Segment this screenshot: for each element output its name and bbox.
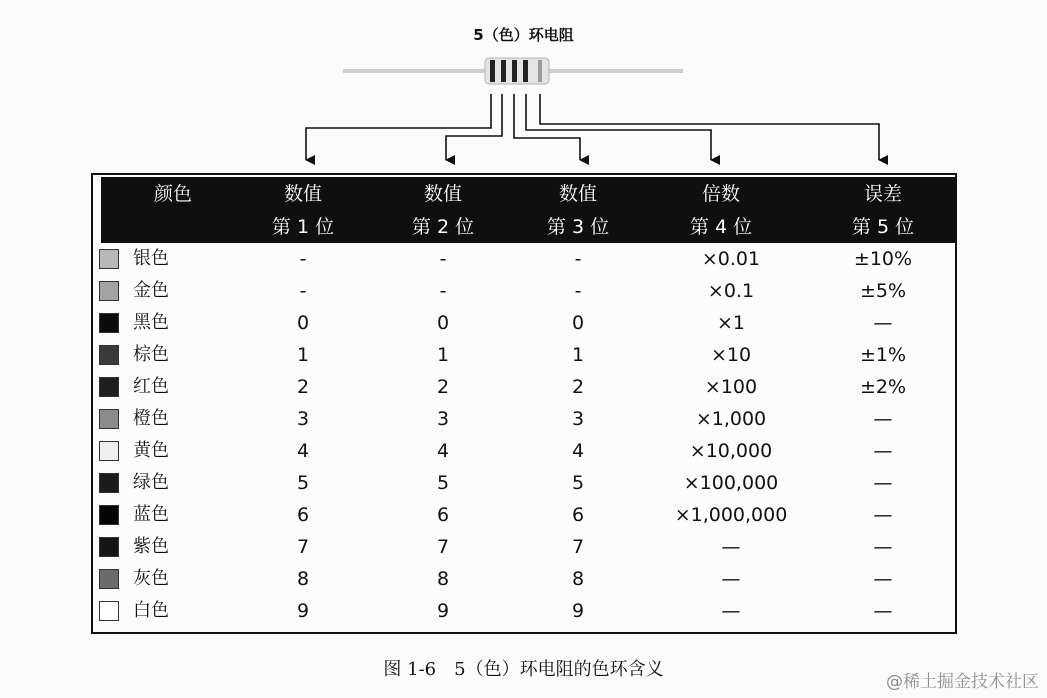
table-row [93, 403, 955, 435]
table-row [93, 371, 955, 403]
table-row [93, 467, 955, 499]
connector-band-4 [526, 94, 711, 160]
table-row [93, 563, 955, 595]
multiplier-value: — [721, 536, 741, 558]
color-code-table [91, 173, 957, 634]
color-name: 橙色 [133, 408, 169, 429]
multiplier-value: ×100 [704, 376, 758, 398]
digit-3-value: 8 [571, 568, 585, 590]
header-digit1-position: 第 1 位 [271, 216, 335, 238]
multiplier-value: ×100,000 [683, 472, 779, 494]
multiplier-value: — [721, 600, 741, 622]
multiplier-value: ×10,000 [689, 440, 773, 462]
digit-1-value: - [299, 280, 307, 302]
header-tolerance-title: 误差 [863, 183, 902, 205]
resistor-band-4 [523, 60, 528, 82]
tolerance-value: — [873, 504, 893, 526]
digit-3-value: 5 [571, 472, 585, 494]
digit-3-value: 0 [571, 312, 585, 334]
color-name: 银色 [133, 248, 169, 269]
color-swatch [99, 537, 119, 557]
header-multiplier-title: 倍数 [701, 183, 740, 205]
color-swatch [99, 601, 119, 621]
header-multiplier-position: 第 4 位 [689, 216, 753, 238]
color-name: 棕色 [133, 344, 169, 365]
resistor-band-1 [490, 60, 495, 82]
header-digit2-position: 第 2 位 [411, 216, 475, 238]
tolerance-value: ±2% [859, 376, 907, 398]
color-name: 金色 [133, 280, 169, 301]
tolerance-value: — [873, 568, 893, 590]
digit-3-value: - [574, 248, 582, 270]
color-swatch [99, 377, 119, 397]
digit-2-value: 2 [436, 376, 450, 398]
header-tolerance-position: 第 5 位 [851, 216, 915, 238]
multiplier-value: ×0.1 [707, 280, 755, 302]
color-name: 绿色 [133, 472, 169, 493]
digit-1-value: 5 [296, 472, 310, 494]
table-row [93, 499, 955, 531]
digit-1-value: 4 [296, 440, 310, 462]
resistor-band-2 [501, 60, 506, 82]
color-swatch [99, 409, 119, 429]
digit-3-value: 9 [571, 600, 585, 622]
connector-band-2 [446, 94, 502, 160]
digit-1-value: - [299, 248, 307, 270]
digit-3-value: 7 [571, 536, 585, 558]
digit-1-value: 2 [296, 376, 310, 398]
color-name: 紫色 [133, 536, 169, 557]
color-name: 黄色 [133, 440, 169, 461]
multiplier-value: — [721, 568, 741, 590]
digit-3-value: 4 [571, 440, 585, 462]
tolerance-value: — [873, 408, 893, 430]
digit-2-value: 9 [436, 600, 450, 622]
digit-1-value: 3 [296, 408, 310, 430]
multiplier-value: ×1,000,000 [674, 504, 788, 526]
digit-2-value: 5 [436, 472, 450, 494]
color-name: 红色 [133, 376, 169, 397]
resistor-band-5 [538, 60, 542, 82]
tolerance-value: — [873, 312, 893, 334]
tolerance-value: ±1% [859, 344, 907, 366]
tolerance-value: ±5% [859, 280, 907, 302]
digit-1-value: 0 [296, 312, 310, 334]
color-name: 白色 [133, 600, 169, 621]
header-digit2-title: 数值 [423, 183, 462, 205]
digit-1-value: 1 [296, 344, 310, 366]
tolerance-value: — [873, 472, 893, 494]
table-row [93, 435, 955, 467]
color-swatch [99, 569, 119, 589]
tolerance-value: — [873, 440, 893, 462]
table-row [93, 595, 955, 627]
connector-band-1 [306, 94, 491, 160]
color-name: 蓝色 [133, 504, 169, 525]
table-row [93, 339, 955, 371]
digit-2-value: 1 [436, 344, 450, 366]
color-swatch [99, 441, 119, 461]
color-name: 黑色 [133, 312, 169, 333]
color-swatch [99, 345, 119, 365]
watermark: @稀土掘金技术社区 [886, 672, 1039, 692]
digit-2-value: - [439, 280, 447, 302]
multiplier-value: ×0.01 [701, 248, 761, 270]
connector-band-3 [514, 94, 580, 160]
resistor-band-3 [512, 60, 517, 82]
digit-3-value: 6 [571, 504, 585, 526]
header-digit3-title: 数值 [558, 183, 597, 205]
table-row [93, 531, 955, 563]
digit-2-value: 7 [436, 536, 450, 558]
digit-3-value: - [574, 280, 582, 302]
resistor-diagram-title: 5（色）环电阻 [473, 26, 574, 44]
digit-3-value: 2 [571, 376, 585, 398]
header-color: 颜色 [153, 183, 192, 205]
table-header [101, 177, 955, 243]
digit-1-value: 7 [296, 536, 310, 558]
digit-1-value: 9 [296, 600, 310, 622]
color-swatch [99, 313, 119, 333]
digit-2-value: 4 [436, 440, 450, 462]
tolerance-value: — [873, 600, 893, 622]
digit-2-value: - [439, 248, 447, 270]
tolerance-value: ±10% [853, 248, 913, 270]
digit-2-value: 8 [436, 568, 450, 590]
digit-3-value: 3 [571, 408, 585, 430]
figure-caption: 图 1-6 5（色）环电阻的色环含义 [383, 659, 664, 680]
color-swatch [99, 473, 119, 493]
header-digit1-title: 数值 [283, 183, 322, 205]
color-swatch [99, 249, 119, 269]
multiplier-value: ×10 [710, 344, 752, 366]
color-swatch [99, 505, 119, 525]
multiplier-value: ×1,000 [695, 408, 767, 430]
color-swatch [99, 281, 119, 301]
digit-3-value: 1 [571, 344, 585, 366]
multiplier-value: ×1 [716, 312, 745, 334]
header-digit3-position: 第 3 位 [546, 216, 610, 238]
color-name: 灰色 [133, 568, 169, 589]
table-row [93, 243, 955, 275]
connector-band-5 [540, 94, 879, 160]
digit-2-value: 6 [436, 504, 450, 526]
digit-2-value: 0 [436, 312, 450, 334]
digit-1-value: 6 [296, 504, 310, 526]
digit-1-value: 8 [296, 568, 310, 590]
tolerance-value: — [873, 536, 893, 558]
table-row [93, 275, 955, 307]
table-row [93, 307, 955, 339]
resistor-diagram [0, 0, 1047, 175]
digit-2-value: 3 [436, 408, 450, 430]
